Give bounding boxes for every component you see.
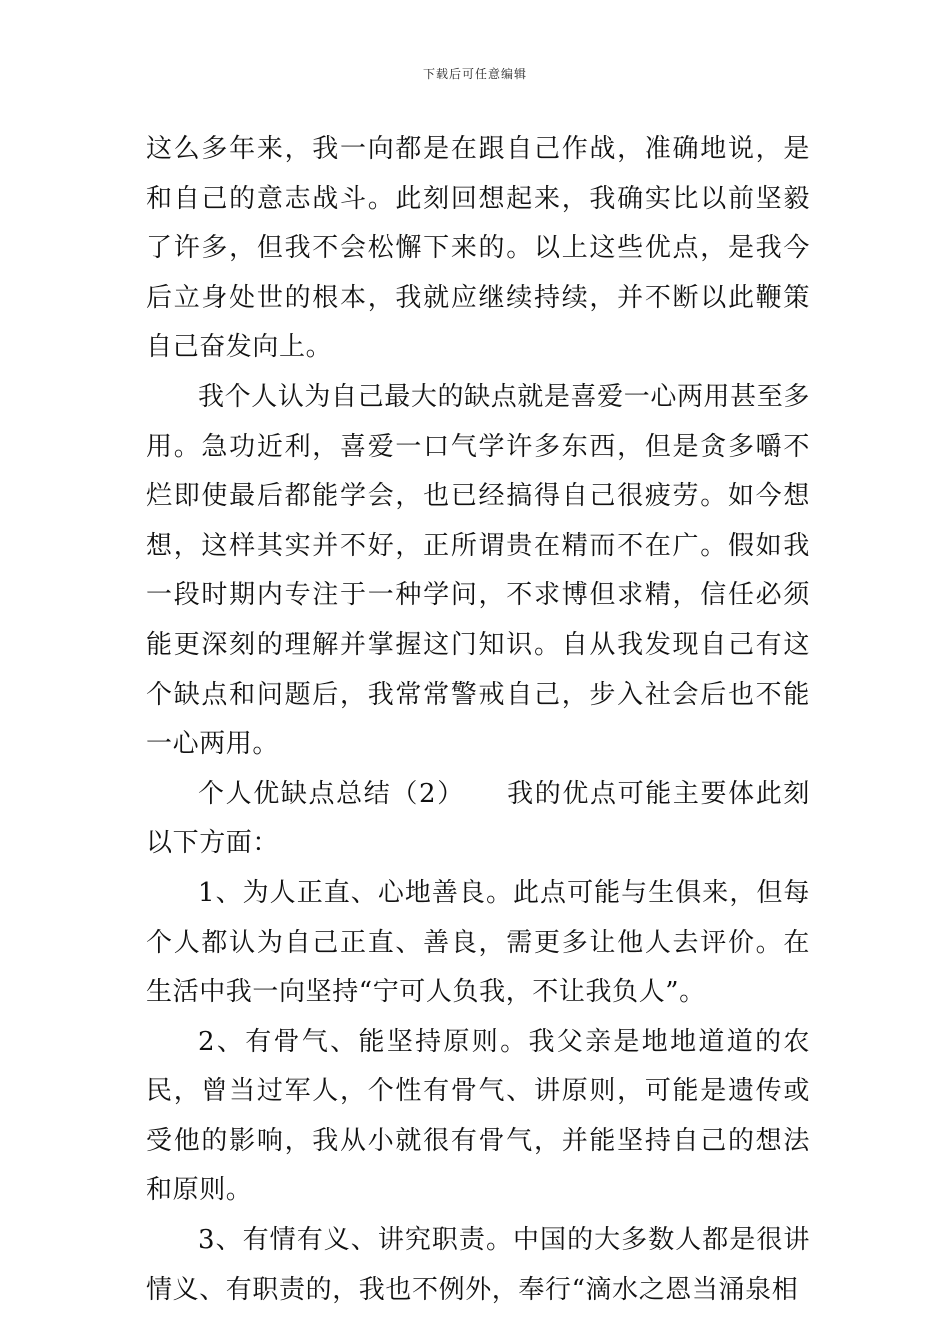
paragraph-shortcoming: 我个人认为自己最大的缺点就是喜爱一心两用甚至多用。急功近利，喜爱一口气学许多东西，但是贪多嚼不烂即使最后都能学会，也已经搞得自己很疲劳。如今想想，这样其实并不好，正所谓贵在精而不在广。假如我一段时期内专注于一种学问，不求博但求精，信任必须能更深刻的理解并掌握这门知识。自从我发现自己有这个缺点和问题后，我常常警戒自己，步入社会后也不能一心两用。 [146, 381, 810, 760]
page-header: 下载后可任意编辑 [422, 67, 527, 81]
paragraph-summary-heading: 个人优缺点总结（2） 我的优点可能主要体此刻以下方面： [146, 778, 810, 859]
paragraph-continuation: 这么多年来，我一向都是在跟自己作战，准确地说，是和自己的意志战斗。此刻回想起来，我确实比以前坚毅了许多，但我不会松懈下来的。以上这些优点，是我今后立身处世的根本，我就应继续持续，并不断以此鞭策自己奋发向上。 [146, 134, 810, 363]
paragraph-point-1: 1、为人正直、心地善良。此点可能与生俱来，但每个人都认为自己正直、善良，需更多让他人去评价。在生活中我一向坚持“宁可人负我，不让我负人”。 [146, 877, 810, 1008]
paragraph-point-2: 2、有骨气、能坚持原则。我父亲是地地道道的农民，曾当过军人，个性有骨气、讲原则，可能是遗传或受他的影响，我从小就很有骨气，并能坚持自己的想法和原则。 [146, 1026, 810, 1206]
document-body [146, 125, 810, 1315]
paragraph-point-3: 3、有情有义、讲究职责。中国的大多数人都是很讲情义、有职责的，我也不例外，奉行“滴水之恩当涌泉相 [146, 1225, 810, 1305]
